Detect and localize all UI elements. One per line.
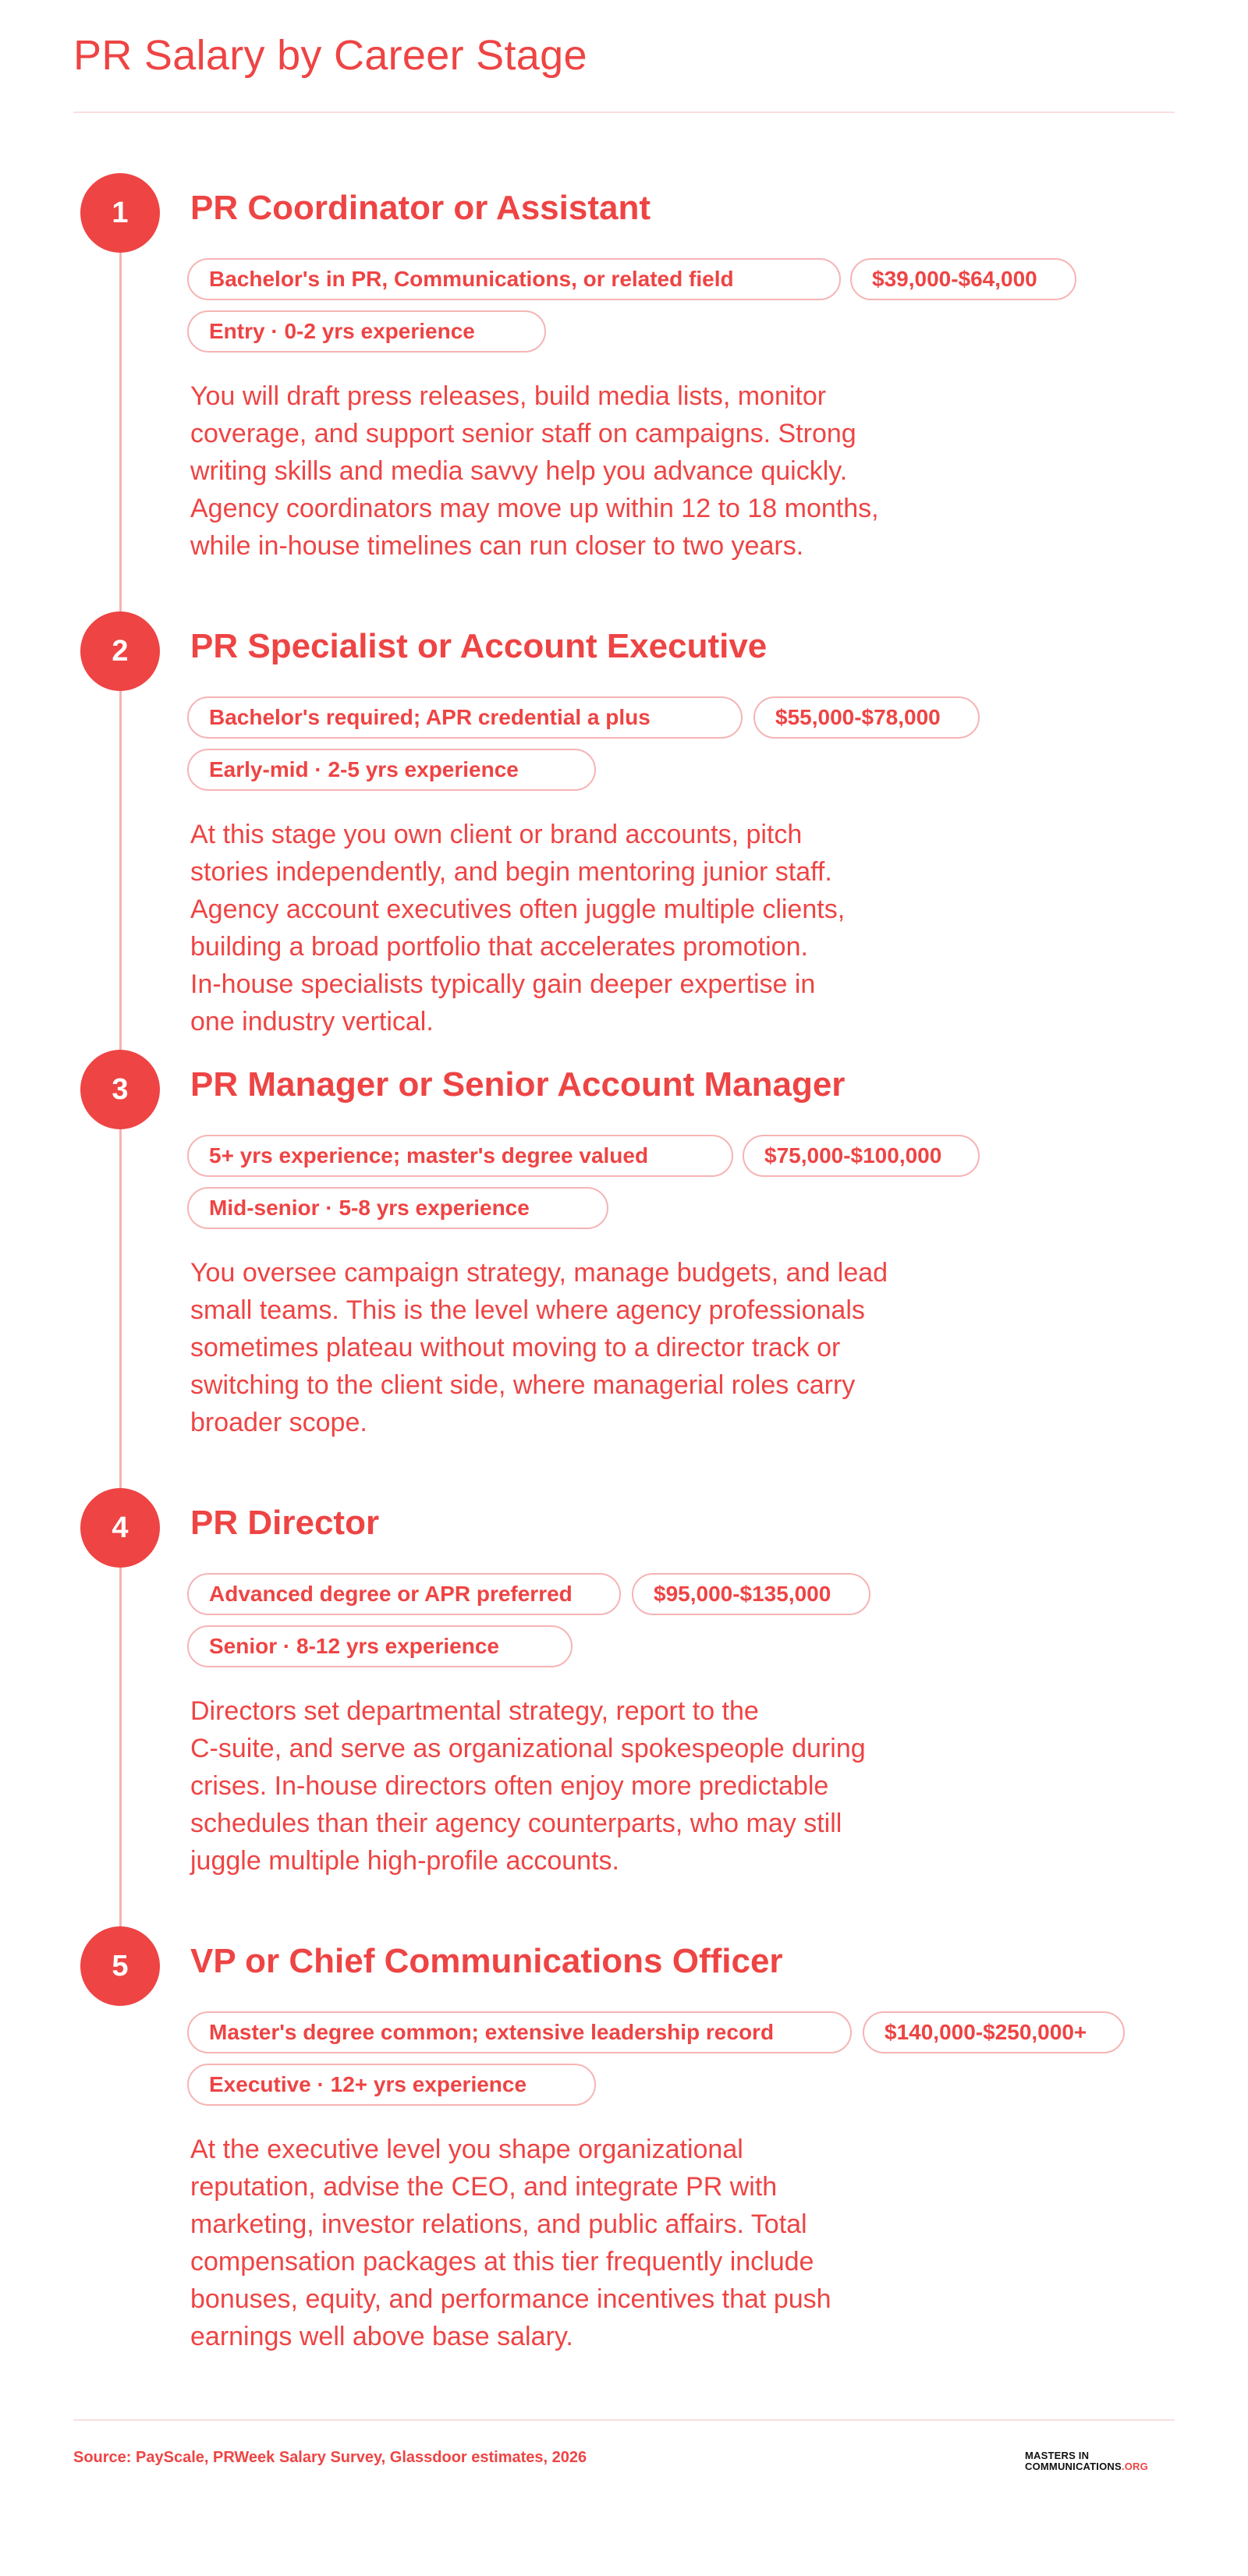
stage-title: PR Coordinator or Assistant: [190, 189, 651, 227]
stage-description: You will draft press releases, build media lists, monitor coverage, and support senior staff on campaigns. Strong writing skills and media savvy help you advance quickly. Agency coordinators may move up within 12 to 18 months, while in-house timelines can run closer to two years.: [190, 381, 879, 561]
experience-pill: Entry · 0-2 yrs experience: [187, 310, 546, 353]
experience-pill: Mid-senior · 5-8 yrs experience: [187, 1187, 608, 1229]
stage-description: At this stage you own client or brand accounts, pitch stories independently, and begin mentoring junior staff. Agency account executives often juggle multiple clients, building a broad portfolio that accelerates promotion. In-house specialists typically gain deeper expertise in one industry vertical.: [190, 820, 846, 1036]
stage-title: PR Specialist or Account Executive: [190, 627, 768, 665]
masters-in-communications-logo: [1025, 2450, 1148, 2472]
salary-pill: $55,000-$78,000: [753, 696, 980, 739]
stage-number-badge: 3: [80, 1050, 160, 1129]
education-pill: Bachelor's required; APR credential a plus: [187, 696, 743, 739]
stage-title: PR Manager or Senior Account Manager: [190, 1065, 846, 1104]
stage-description: You oversee campaign strategy, manage budgets, and lead small teams. This is the level where agency professionals sometimes plateau without moving to a director track or switching to the client side, where managerial roles carry broader scope.: [190, 1258, 888, 1437]
experience-pill: Early-mid · 2-5 yrs experience: [187, 749, 596, 791]
experience-pill: Executive · 12+ yrs experience: [187, 2064, 596, 2106]
stage-title: VP or Chief Communications Officer: [190, 1942, 783, 1980]
salary-pill: $95,000-$135,000: [632, 1573, 870, 1615]
education-pill: 5+ yrs experience; master's degree valued: [187, 1135, 733, 1177]
footer-divider: [73, 2419, 1175, 2421]
stage-description: At the executive level you shape organizational reputation, advise the CEO, and integrate PR with marketing, investor relations, and public affairs. Total compensation packages at this tier frequently include bonuses, equity, and performance incentives that push earnings well above base salary.: [190, 2135, 831, 2351]
education-pill: Advanced degree or APR preferred: [187, 1573, 621, 1615]
education-pill: Bachelor's in PR, Communications, or related field: [187, 258, 841, 300]
logo-line-2: COMMUNICATIONS: [1025, 2461, 1122, 2472]
experience-pill: Senior · 8-12 yrs experience: [187, 1625, 573, 1667]
salary-pill: $75,000-$100,000: [743, 1135, 980, 1177]
page-title: PR Salary by Career Stage: [73, 32, 587, 79]
education-pill: Master's degree common; extensive leadership record: [187, 2011, 852, 2053]
stage-title: PR Director: [190, 1504, 380, 1542]
salary-pill: $39,000-$64,000: [850, 258, 1076, 300]
logo-suffix: .ORG: [1121, 2461, 1148, 2472]
stage-number-badge: 5: [80, 1926, 160, 2006]
stage-number-badge: 1: [80, 173, 160, 253]
logo-line-1: MASTERS IN: [1025, 2450, 1090, 2461]
header-divider: [73, 112, 1175, 113]
stage-description: Directors set departmental strategy, report to the C-suite, and serve as organizational spokespeople during crises. In-house directors often enjoy more predictable schedules than their agency counterparts, who may still juggle multiple high-profile accounts.: [190, 1696, 866, 1876]
source-note: Source: PayScale, PRWeek Salary Survey, Glassdoor estimates, 2026: [73, 2449, 587, 2466]
stage-number-badge: 2: [80, 611, 160, 691]
salary-pill: $140,000-$250,000+: [863, 2011, 1125, 2053]
stage-number-badge: 4: [80, 1488, 160, 1568]
